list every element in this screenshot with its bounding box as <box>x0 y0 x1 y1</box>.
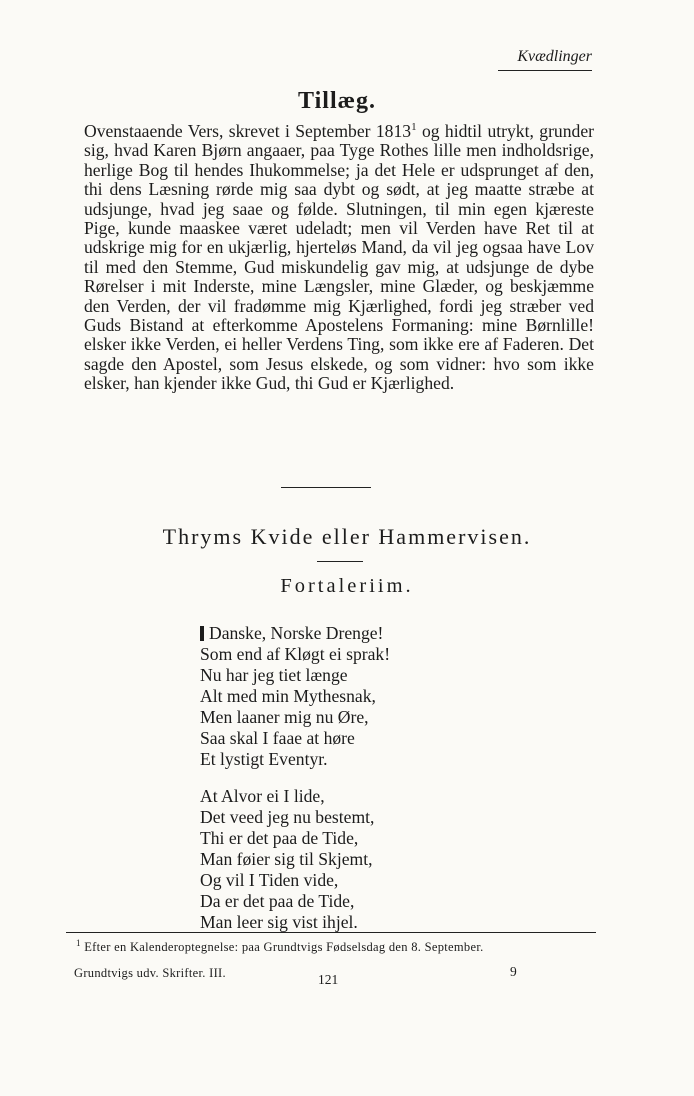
verse-line: Thi er det paa de Tide, <box>200 828 359 848</box>
running-head-rule <box>498 70 592 71</box>
stanza-2 <box>200 786 374 933</box>
stanza-1 <box>200 623 390 770</box>
footnote-rule <box>66 932 596 933</box>
verse-line: Som end af Kløgt ei sprak! <box>200 644 391 664</box>
section-divider <box>281 487 371 488</box>
running-head: Kvædlinger <box>517 48 592 65</box>
verse-line: Alt med min Mythesnak, <box>200 686 376 706</box>
footnote-text: Efter en Kalenderoptegnelse: paa Grundtvigs Fødselsdag den 8. September. <box>84 940 484 955</box>
page-number: 121 <box>318 972 339 987</box>
footnote-marker: 1 <box>76 938 81 948</box>
verse-line: Da er det paa de Tide, <box>200 891 355 911</box>
section-title: Tillæg. <box>298 88 376 114</box>
verse-line: Det veed jeg nu bestemt, <box>200 807 375 827</box>
initial-mark <box>200 626 204 641</box>
verse-line: Saa skal I faae at høre <box>200 728 355 748</box>
poem-title: Thryms Kvide eller Hammervisen. <box>162 524 532 549</box>
footnote <box>76 938 586 955</box>
verse-line: Man føier sig til Skjemt, <box>200 849 373 869</box>
verse-line: Men laaner mig nu Øre, <box>200 707 369 727</box>
poem-subtitle: Fortaleriim. <box>280 575 414 597</box>
footnote-reference[interactable]: 1 <box>411 121 417 134</box>
paragraph-opening: Ovenstaaende Vers, skrevet i September 1813 <box>84 121 412 141</box>
title-divider <box>317 561 363 562</box>
supplement-paragraph <box>84 122 594 394</box>
paragraph-body: utrykt, grunder sig, hvad Karen Bjørn angaaer, paa Tyge Rothes lille men indholdsrige, herlige Bog til hendes Ihukommelse; ja det Hele er udsprunget af den, thi dens Læsning rørde mig saa dybt og sødt, at jeg maatte stræbe at udsjunge, hvad jeg saae og følde. Slutningen, til min egen kjæreste Pige, kunde maaskee været udeladt; men vil Verden have Ret til at udskrige mig for en ukjærlig, hjerteløs Mand, da vil jeg ogsaa have Lov til med den Stemme, Gud miskundelig gav mig, at udsjunge de dybe Rørelser i mit Inderste, mine Længsler, mine Glæder, og beskjæmme den Verden, der vil fradømme mig Kjærlighed, fordi jeg stræber ved Guds Bistand at efterkomme Apostelens Formaning: mine Børnlille! elsker ikke Verden, ei heller Verdens Ting, som ikke ere af Faderen. Det sagde den Apostel, som Jesus elskede, og som vidner: hvo som ikke elsker, han kjender ikke Gud, thi Gud er Kjærlighed. <box>84 121 594 394</box>
verse-line: At Alvor ei I lide, <box>200 786 325 806</box>
verse-line: Og vil I Tiden vide, <box>200 870 339 890</box>
verse-line: Man leer sig vist ihjel. <box>200 912 358 932</box>
verse-line: Et lystigt Eventyr. <box>200 749 328 769</box>
paragraph-opening-end: og hidtil <box>416 121 483 141</box>
signature-mark: 9 <box>510 964 517 979</box>
source-line: Grundtvigs udv. Skrifter. III. <box>74 966 226 980</box>
verse-line: Nu har jeg tiet længe <box>200 665 348 685</box>
verse-line: Danske, Norske Drenge! <box>200 623 390 644</box>
